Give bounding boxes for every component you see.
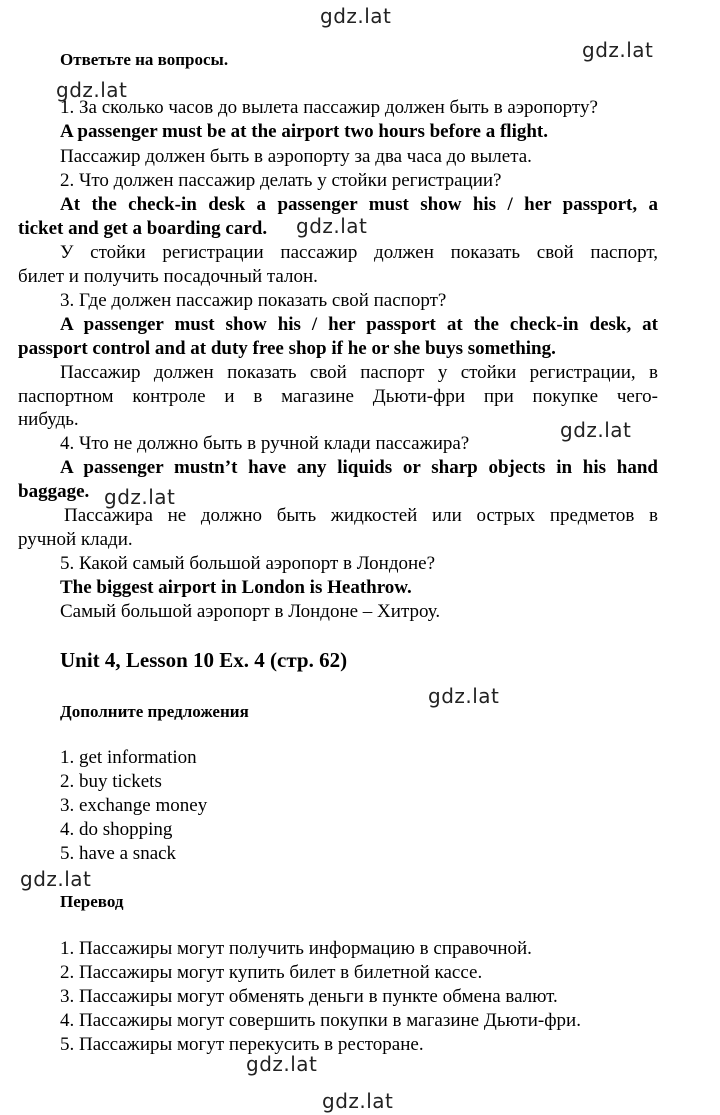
answer-item: 4. do shopping — [60, 819, 173, 840]
translation-heading: Перевод — [60, 892, 124, 911]
answer-3-en-line-2: passport control and at duty free shop if he or she buys something. — [18, 338, 556, 359]
answer-4-en-line-1: A passenger mustn’t have any liquids or sharp objects in his hand — [60, 457, 658, 478]
answer-5-ru: Самый большой аэропорт в Лондоне – Хитроу. — [60, 601, 441, 622]
watermark: gdz.lat — [56, 78, 128, 102]
watermark: gdz.lat — [246, 1052, 318, 1076]
watermark: gdz.lat — [428, 684, 500, 708]
answer-3-ru-line-1: Пассажир должен показать свой паспорт у стойки регистрации, в — [60, 362, 658, 383]
question-5: 5. Какой самый большой аэропорт в Лондоне? — [60, 553, 436, 574]
question-1: 1. За сколько часов до вылета пассажир должен быть в аэропорту? — [60, 97, 598, 118]
watermark: gdz.lat — [560, 418, 632, 442]
answer-item: 5. have a snack — [60, 843, 177, 864]
answer-4-ru-line-1: Пассажира не должно быть жидкостей или острых предметов в — [64, 505, 658, 526]
translation-item: 1. Пассажиры могут получить информацию в справочной. — [60, 938, 532, 959]
question-4: 4. Что не должно быть в ручной клади пассажира? — [60, 433, 470, 454]
watermark: gdz.lat — [320, 4, 392, 28]
answer-3-en-line-1: A passenger must show his / her passport at the check-in desk, at — [60, 314, 658, 335]
complete-heading: Дополните предложения — [60, 702, 249, 721]
answer-2-ru-line-2: билет и получить посадочный талон. — [18, 266, 318, 287]
answer-1-ru: Пассажир должен быть в аэропорту за два часа до вылета. — [60, 146, 532, 167]
translation-item: 5. Пассажиры могут перекусить в ресторане. — [60, 1034, 424, 1055]
watermark: gdz.lat — [322, 1089, 394, 1113]
answer-item: 1. get information — [60, 747, 197, 768]
answer-2-en-line-2: ticket and get a boarding card. — [18, 218, 268, 239]
answer-1-en: A passenger must be at the airport two hours before a flight. — [60, 121, 548, 142]
question-3: 3. Где должен пассажир показать свой паспорт? — [60, 290, 447, 311]
watermark: gdz.lat — [582, 38, 654, 62]
answer-4-ru-line-2: ручной клади. — [18, 529, 133, 550]
watermark: gdz.lat — [104, 485, 176, 509]
watermark: gdz.lat — [296, 214, 368, 238]
translation-item: 2. Пассажиры могут купить билет в билетной кассе. — [60, 962, 483, 983]
answer-3-ru-line-2: паспортном контроле и в магазине Дьюти-фри при покупке чего- — [18, 386, 658, 407]
answer-item: 3. exchange money — [60, 795, 208, 816]
questions-heading: Ответьте на вопросы. — [60, 50, 229, 69]
watermark: gdz.lat — [20, 867, 92, 891]
answer-3-ru-line-3: нибудь. — [18, 409, 79, 430]
translation-item: 3. Пассажиры могут обменять деньги в пункте обмена валют. — [60, 986, 558, 1007]
answer-item: 2. buy tickets — [60, 771, 162, 792]
question-2: 2. Что должен пассажир делать у стойки регистрации? — [60, 170, 502, 191]
answer-2-en-line-1: At the check-in desk a passenger must show his / her passport, a — [60, 194, 658, 215]
answer-5-en: The biggest airport in London is Heathrow. — [60, 577, 412, 598]
section-title: Unit 4, Lesson 10 Ex. 4 (стр. 62) — [60, 648, 348, 672]
answer-4-en-line-2: baggage. — [18, 481, 90, 502]
translation-item: 4. Пассажиры могут совершить покупки в магазине Дьюти-фри. — [60, 1010, 581, 1031]
answer-2-ru-line-1: У стойки регистрации пассажир должен показать свой паспорт, — [60, 242, 658, 263]
